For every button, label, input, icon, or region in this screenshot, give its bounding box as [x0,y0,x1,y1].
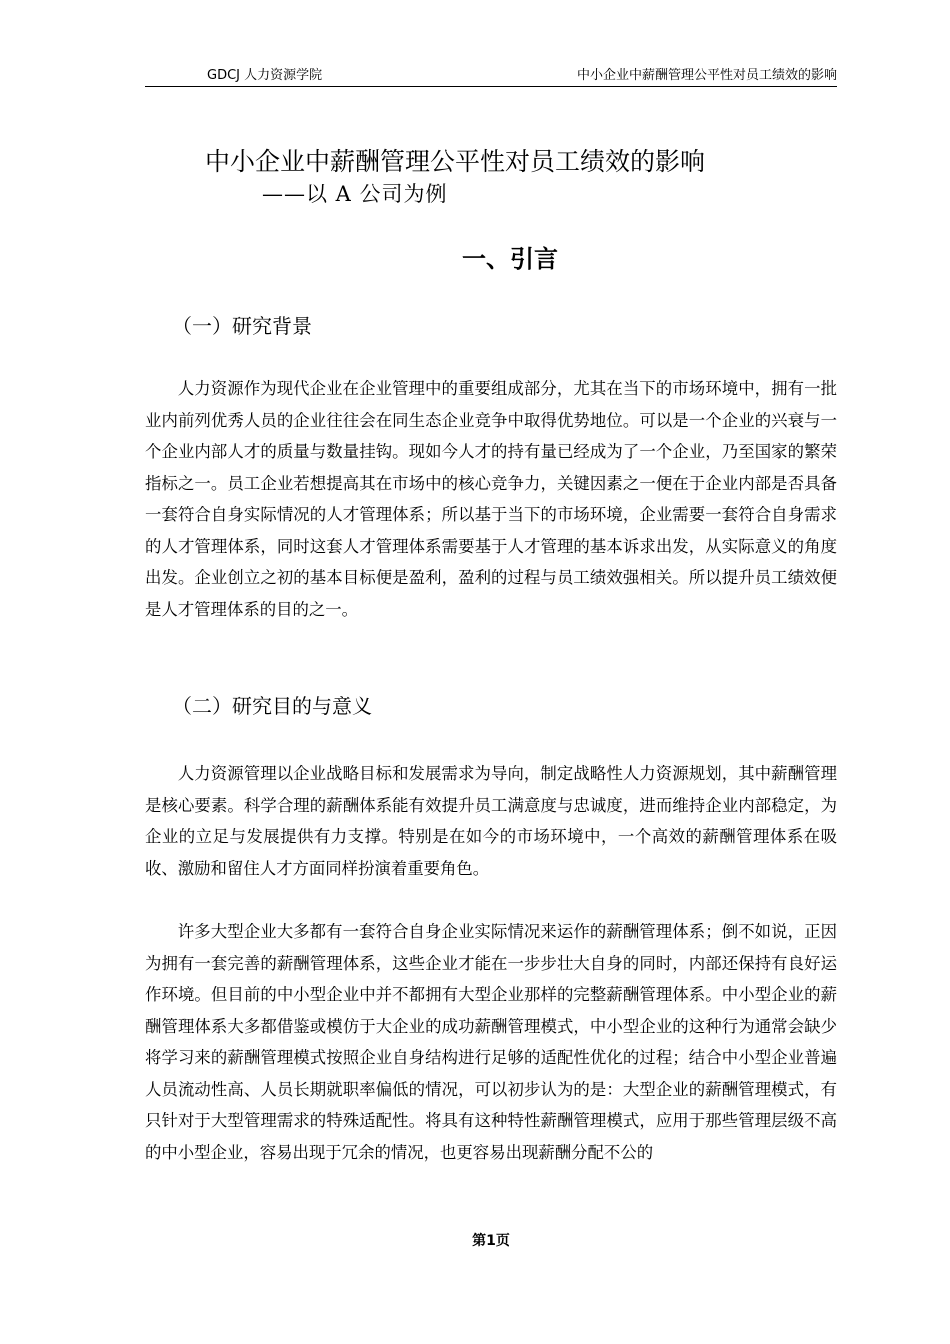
chapter-heading: 一、引言 [462,245,558,273]
paragraph-purpose-2: 许多大型企业大多都有一套符合自身企业实际情况来运作的薪酬管理体系；倒不如说，正因为拥有一套完善的薪酬管理体系，这些企业才能在一步步壮大自身的同时，内部还保持有良好运作环境。但目前的中小型企业中并不都拥有大型企业那样的完整薪酬管理体系。中小型企业的薪酬管理体系大多都借鉴或模仿于大企业的成功薪酬管理模式，中小型企业的这种行为通常会缺少将学习来的薪酬管理模式按照企业自身结构进行足够的适配性优化的过程；结合中小型企业普遍人员流动性高、人员长期就职率偏低的情况，可以初步认为的是：大型企业的薪酬管理模式，有只针对于大型管理需求的特殊适配性。将具有这种特性薪酬管理模式，应用于那些管理层级不高的中小型企业，容易出现于冗余的情况，也更容易出现薪酬分配不公的 [145,922,837,1162]
document-title: 中小企业中薪酬管理公平性对员工绩效的影响 [205,147,706,176]
section-heading-purpose: （二）研究目的与意义 [172,694,372,718]
paragraph-purpose-1: 人力资源管理以企业战略目标和发展需求为导向，制定战略性人力资源规划，其中薪酬管理是核心要素。科学合理的薪酬体系能有效提升员工满意度与忠诚度，进而维持企业内部稳定，为企业的立足与发展提供有力支撑。特别是在如今的市场环境中，一个高效的薪酬管理体系在吸收、激励和留住人才方面同样扮演着重要角色。 [145,764,837,878]
page-number: 第1页 [472,1233,510,1249]
header-running-title: 中小企业中薪酬管理公平性对员工绩效的影响 [576,68,837,83]
page-header [145,64,837,87]
header-institution: GDCJ 人力资源学院 [207,68,323,83]
section-heading-background: （一）研究背景 [172,314,312,338]
paragraph-background: 人力资源作为现代企业在企业管理中的重要组成部分，尤其在当下的市场环境中，拥有一批业内前列优秀人员的企业往往会在同生态企业竞争中取得优势地位。可以是一个企业的兴衰与一个企业内部人才的质量与数量挂钩。现如今人才的持有量已经成为了一个企业，乃至国家的繁荣指标之一。员工企业若想提高其在市场中的核心竞争力，关键因素之一便在于企业内部是否具备一套符合自身实际情况的人才管理体系；所以基于当下的市场环境，企业需要一套符合自身需求的人才管理体系，同时这套人才管理体系需要基于人才管理的基本诉求出发，从实际意义的角度出发。企业创立之初的基本目标便是盈利，盈利的过程与员工绩效强相关。所以提升员工绩效便是人才管理体系的目的之一。 [145,379,837,619]
document-subtitle: ——以 A 公司为例 [262,182,448,206]
